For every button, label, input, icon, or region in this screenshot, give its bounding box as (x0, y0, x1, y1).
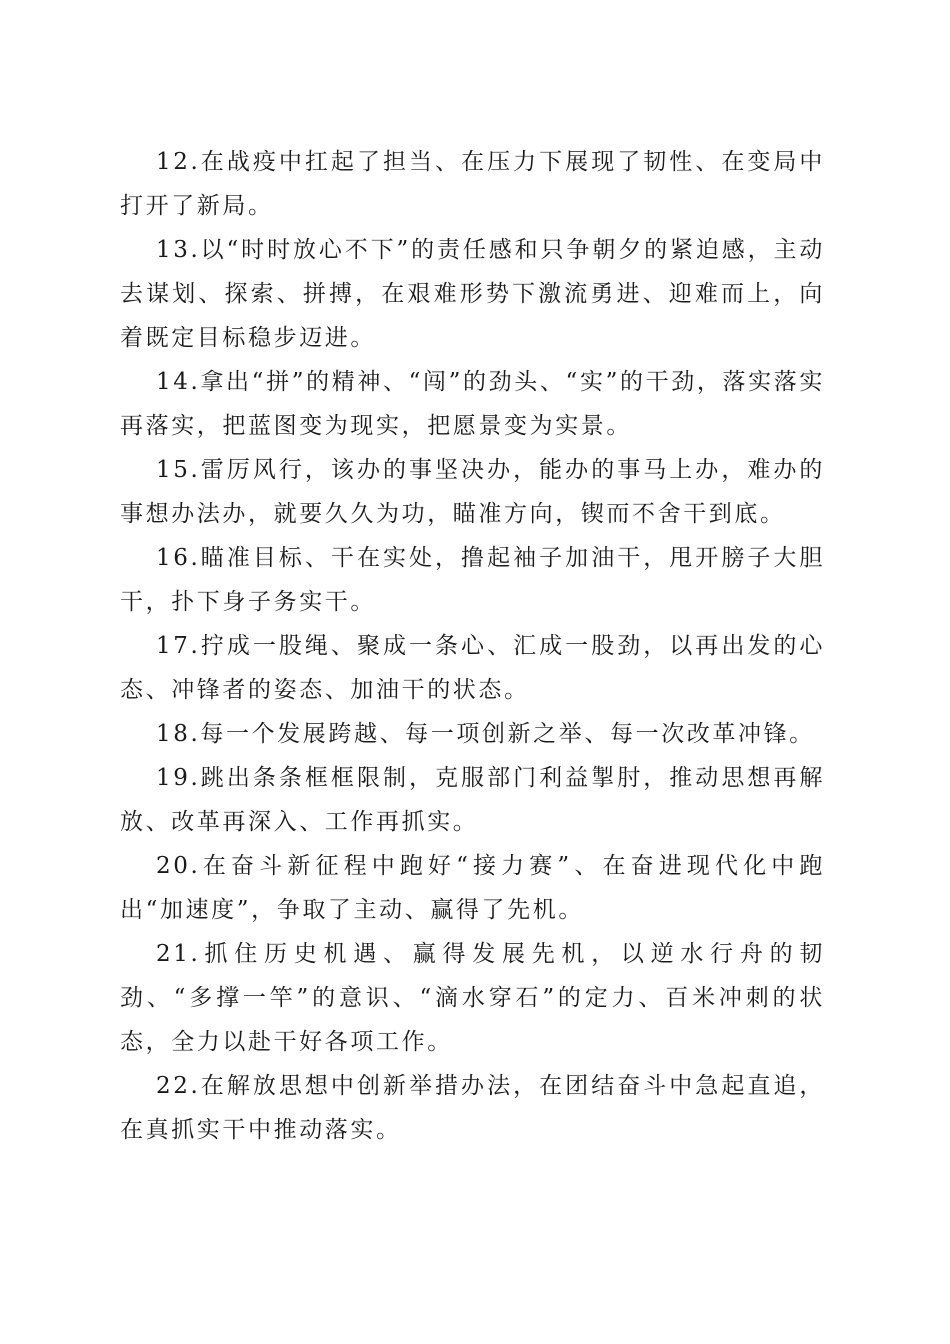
paragraph-19: 19.跳出条条框框限制，克服部门利益掣肘，推动思想再解放、改革再深入、工作再抓实。 (120, 765, 825, 835)
paragraph-20: 20.在奋斗新征程中跑好“接力赛”、在奋进现代化中跑出“加速度”，争取了主动、赢得了先机。 (120, 853, 825, 923)
paragraph-13: 13.以“时时放心不下”的责任感和只争朝夕的紧迫感，主动去谋划、探索、拼搏，在艰难形势下激流勇进、迎难而上，向着既定目标稳步迈进。 (120, 237, 825, 351)
paragraph-21: 21.抓住历史机遇、赢得发展先机，以逆水行舟的韧劲、“多撑一竿”的意识、“滴水穿石”的定力、百米冲刺的状态，全力以赴干好各项工作。 (120, 941, 825, 1055)
paragraph-17: 17.拧成一股绳、聚成一条心、汇成一股劲，以再出发的心态、冲锋者的姿态、加油干的状态。 (120, 633, 825, 703)
paragraph-12: 12.在战疫中扛起了担当、在压力下展现了韧性、在变局中打开了新局。 (120, 149, 825, 219)
paragraph-22: 22.在解放思想中创新举措办法，在团结奋斗中急起直追，在真抓实干中推动落实。 (120, 1073, 825, 1143)
paragraph-14: 14.拿出“拼”的精神、“闯”的劲头、“实”的干劲，落实落实再落实，把蓝图变为现实，把愿景变为实景。 (120, 369, 825, 439)
paragraph-16: 16.瞄准目标、干在实处，撸起袖子加油干，甩开膀子大胆干，扑下身子务实干。 (120, 545, 825, 615)
paragraph-18: 18.每一个发展跨越、每一项创新之举、每一次改革冲锋。 (156, 721, 815, 747)
paragraph-15: 15.雷厉风行，该办的事坚决办，能办的事马上办，难办的事想办法办，就要久久为功，瞄准方向，锲而不舍干到底。 (120, 457, 825, 527)
document-body (120, 140, 825, 1152)
